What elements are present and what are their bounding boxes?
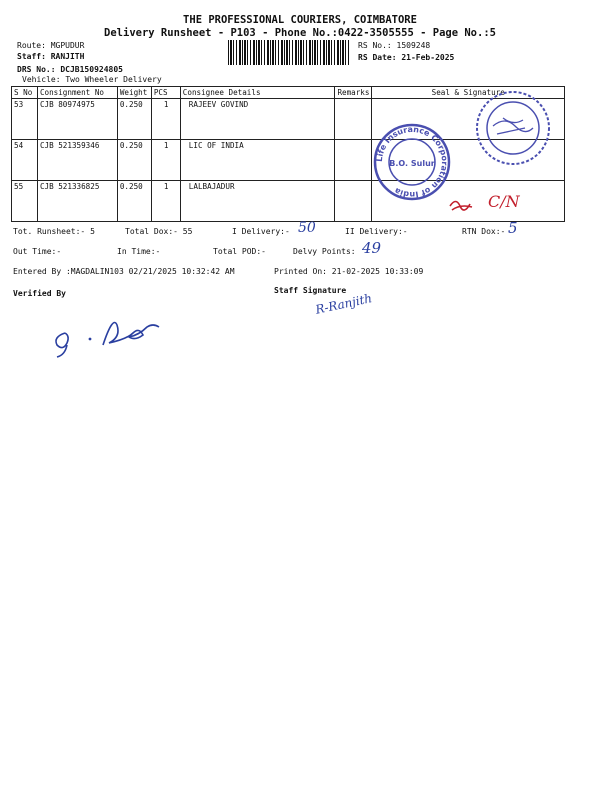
col-header-weight: Weight bbox=[117, 87, 151, 99]
ii-delivery-label: II Delivery:- bbox=[345, 227, 408, 236]
cell-consignment: CJB 521359346 bbox=[37, 140, 117, 181]
route-label: Route: MGPUDUR bbox=[17, 41, 85, 50]
seal-stamp bbox=[473, 88, 553, 168]
cell-consignment: CJB 80974975 bbox=[37, 99, 117, 140]
verifier-signature bbox=[45, 305, 175, 360]
stamp-ring-text: Life Insurance Corporation of India bbox=[374, 124, 450, 200]
cell-remarks bbox=[335, 181, 372, 222]
tot-runsheet: Tot. Runsheet:- 5 bbox=[13, 227, 95, 236]
rtn-dox-value: 5 bbox=[508, 219, 518, 237]
cell-weight: 0.250 bbox=[117, 99, 151, 140]
cell-consignee: LIC OF INDIA bbox=[180, 140, 335, 181]
cell-consignment: CJB 521336825 bbox=[37, 181, 117, 222]
barcode-image bbox=[228, 40, 350, 65]
vehicle-label: Vehicle: Two Wheeler Delivery bbox=[22, 75, 162, 84]
in-time: In Time:- bbox=[117, 247, 161, 256]
stamp-center-text: B.O. Sulur bbox=[389, 159, 435, 168]
printed-on: Printed On: 21-02-2025 10:33:09 bbox=[274, 267, 424, 276]
cell-pcs: 1 bbox=[151, 181, 180, 222]
cell-consignee: RAJEEV GOVIND bbox=[180, 99, 335, 140]
rs-date: RS Date: 21-Feb-2025 bbox=[358, 53, 455, 62]
cell-weight: 0.250 bbox=[117, 140, 151, 181]
cell-remarks bbox=[335, 99, 372, 140]
drs-number: DRS No.: DCJB150924805 bbox=[17, 65, 123, 74]
out-time: Out Time:- bbox=[13, 247, 62, 256]
i-delivery-label: I Delivery:- bbox=[232, 227, 290, 236]
cell-sno: 55 bbox=[12, 181, 38, 222]
staff-label: Staff: RANJITH bbox=[17, 52, 85, 61]
cell-remarks bbox=[335, 140, 372, 181]
cell-sno: 54 bbox=[12, 140, 38, 181]
col-header-pcs: PCS bbox=[151, 87, 180, 99]
col-header-consignee: Consignee Details bbox=[180, 87, 335, 99]
total-dox: Total Dox:- 55 bbox=[125, 227, 193, 236]
total-pod: Total POD:- bbox=[213, 247, 266, 256]
company-name: THE PROFESSIONAL COURIERS, COIMBATORE bbox=[183, 14, 417, 26]
col-header-remarks: Remarks bbox=[335, 87, 372, 99]
cell-pcs: 1 bbox=[151, 140, 180, 181]
cell-sno: 53 bbox=[12, 99, 38, 140]
delvy-points-label: Delvy Points: bbox=[293, 247, 356, 256]
delvy-points-value: 49 bbox=[362, 239, 382, 257]
staff-signature-value: R-Ranjith bbox=[314, 291, 374, 317]
verified-by-label: Verified By bbox=[13, 289, 66, 298]
entered-by: Entered By :MAGDALIN103 02/21/2025 10:32:42 AM bbox=[13, 267, 235, 276]
lic-stamp bbox=[372, 122, 452, 202]
col-header-sno: S No bbox=[12, 87, 38, 99]
cell-pcs: 1 bbox=[151, 99, 180, 140]
runsheet-title: Delivery Runsheet - P103 - Phone No.:0422-3505555 - Page No.:5 bbox=[104, 27, 496, 39]
i-delivery-value: 50 bbox=[298, 220, 316, 236]
col-header-consignment: Consignment No bbox=[37, 87, 117, 99]
cell-weight: 0.250 bbox=[117, 181, 151, 222]
rtn-dox-label: RTN Dox:- bbox=[462, 227, 506, 236]
staff-signature-label: Staff Signature bbox=[274, 286, 347, 295]
row-handwritten-note: C/N bbox=[488, 192, 520, 211]
rs-number: RS No.: 1509248 bbox=[358, 41, 431, 50]
scribble-mark bbox=[448, 196, 476, 214]
table-row bbox=[12, 181, 565, 222]
cell-consignee: LALBAJADUR bbox=[180, 181, 335, 222]
col-header-seal: Seal & Signature bbox=[372, 87, 565, 99]
